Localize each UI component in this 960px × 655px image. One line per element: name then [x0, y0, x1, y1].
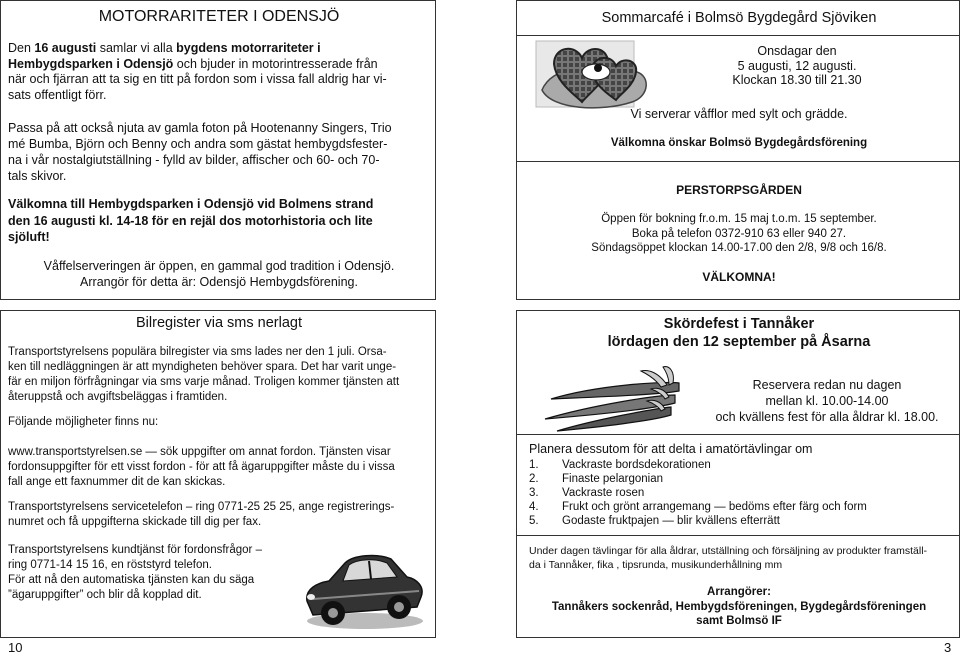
bil-paragraph-1: Transportstyrelsens populära bilregister via sms lades ner den 1 juli. Orsa- ken till nedläggningen är att myndigheten behöver spara. Det har varit unge- fär en miljon förfrågningar via sms varje månad. Troligen kommer tjänsten att återuppstå och avgiftsbeläggas i framtiden. — [8, 346, 400, 403]
list-item: 2. Finaste pelargonian — [529, 473, 664, 485]
cafe-serve: Vi serverar våfflor med sylt och grädde. — [630, 107, 848, 121]
carrots-image — [537, 365, 687, 435]
motor-intro: Den 16 augusti samlar vi alla bygdens motorrariteter i Hembygdsparken i Odensjö och bjuder in motorintresserade från när och fjärran att ta sig en titt på fordon som i vissa fall aldrig har vi- sats offentligt förr. — [8, 41, 387, 102]
list-item: 3. Vackraste rosen — [529, 487, 645, 499]
skord-rule-2 — [517, 535, 959, 536]
cafe-title-rule — [517, 35, 959, 36]
list-item: 1. Vackraste bordsdekorationen — [529, 459, 711, 471]
bil-article — [0, 310, 436, 638]
skord-rule-1 — [517, 434, 959, 435]
motor-waffle: Våffelserveringen är öppen, en gammal god tradition i Odensjö. Arrangör för detta är: Odensjö Hembygdsförening. — [43, 259, 395, 289]
bil-paragraph-2: Följande möjligheter finns nu: — [8, 416, 159, 428]
motor-paragraph-photos: Passa på att också njuta av gamla foton på Hootenanny Singers, Trio mé Bumba, Björn och Benny och andra som gästat hembygdsfester- na i vår nostalgiutställning - fylld av bilder, affischer och 60- och 70- tals skivor. — [8, 121, 392, 183]
competition-list — [529, 458, 949, 528]
car-image — [299, 543, 429, 631]
motor-article — [0, 0, 436, 300]
bil-paragraph-5: Transportstyrelsens kundtjänst för fordonsfrågor – ring 0771-14 15 16, en röststyrd telefon. För att nå den automatiska tjänsten kan du säga ”ägaruppgifter” och blir då kopplad dit. — [8, 544, 262, 601]
perstorp-title: PERSTORPSGÅRDEN — [676, 183, 802, 197]
waffle-heart-image — [532, 38, 657, 118]
perstorp-welcome: VÄLKOMNA! — [702, 270, 776, 284]
cafe-title: Sommarcafé i Bolmsö Bygdegård Sjöviken — [601, 10, 877, 26]
skord-under: Under dagen tävlingar för alla åldrar, utställning och försäljning av produkter framställ- da i Tannåker, fika , tipsrunda, musikunderhållning mm — [529, 545, 928, 571]
cafe-mid-rule — [517, 161, 959, 162]
bil-paragraph-3: www.transportstyrelsen.se — sök uppgifter om annat fordon. Tjänsten visar fordonsuppgifter för ett visst fordon - för att få ägaruppgifter måste du i vissa fall ange ett faxnummer dit de kan skickas. — [8, 446, 395, 488]
list-item: 4. Frukt och grönt arrangemang — bedöms efter färg och form — [529, 501, 867, 513]
motor-title: MOTORRARITETER I ODENSJÖ — [98, 8, 340, 25]
page-number-right: 3 — [944, 640, 952, 655]
motor-welcome: Välkomna till Hembygdsparken i Odensjö vid Bolmens strand den 16 augusti kl. 14-18 för en rejäl dos motorhistoria och lite sjöluft! — [8, 197, 374, 244]
cafe-welcome: Välkomna önskar Bolmsö Bygdegårdsförening — [610, 137, 868, 149]
bil-title: Bilregister via sms nerlagt — [136, 315, 302, 331]
page-number-left: 10 — [8, 640, 23, 655]
skord-arrangers: Arrangörer: Tannåkers sockenråd, Hembygdsföreningen, Bygdegårdsföreningen samt Bolmsö IF — [551, 586, 927, 627]
list-item: 5. Godaste fruktpajen — blir kvällens efterrätt — [529, 515, 780, 527]
skord-title: Skördefest i Tannåker lördagen den 12 september på Åsarna — [607, 316, 871, 350]
skord-reserve: Reservera redan nu dagen mellan kl. 10.00-14.00 och kvällens fest för alla åldrar kl. 18.00. — [715, 378, 939, 424]
skord-plan: Planera dessutom för att delta i amatörtävlingar om — [529, 442, 813, 456]
bil-paragraph-4: Transportstyrelsens servicetelefon – ring 0771-25 25 25, ange registrerings- numret och få uppgifterna skickade till dig per fax. — [8, 501, 395, 528]
perstorp-info: Öppen för bokning fr.o.m. 15 maj t.o.m. 15 september. Boka på telefon 0372-910 63 eller 940 27. Söndagsöppet klockan 14.00-17.00 den 2/8, 9/8 och 16/8. — [591, 213, 887, 254]
cafe-article: Sommarcafé i Bolmsö Bygdegård Sjöviken Onsdagar den 5 augusti, 12 augusti. Klockan 18.30 till 21.30 Vi serverar våfflor med sylt och grädde. Välkomna önskar Bolmsö Bygdegårdsförening PERSTORPSGÅRDEN Öppen för bokning fr.o.m. 15 maj t.o.m. 15 september. Boka på telefon 0372-910 63 eller 940 27. Söndagsöppet klockan 14.00-17.00 den 2/8, 9/8 och 16/8. VÄLKOMNA! — [516, 0, 960, 300]
skord-article — [516, 310, 960, 638]
